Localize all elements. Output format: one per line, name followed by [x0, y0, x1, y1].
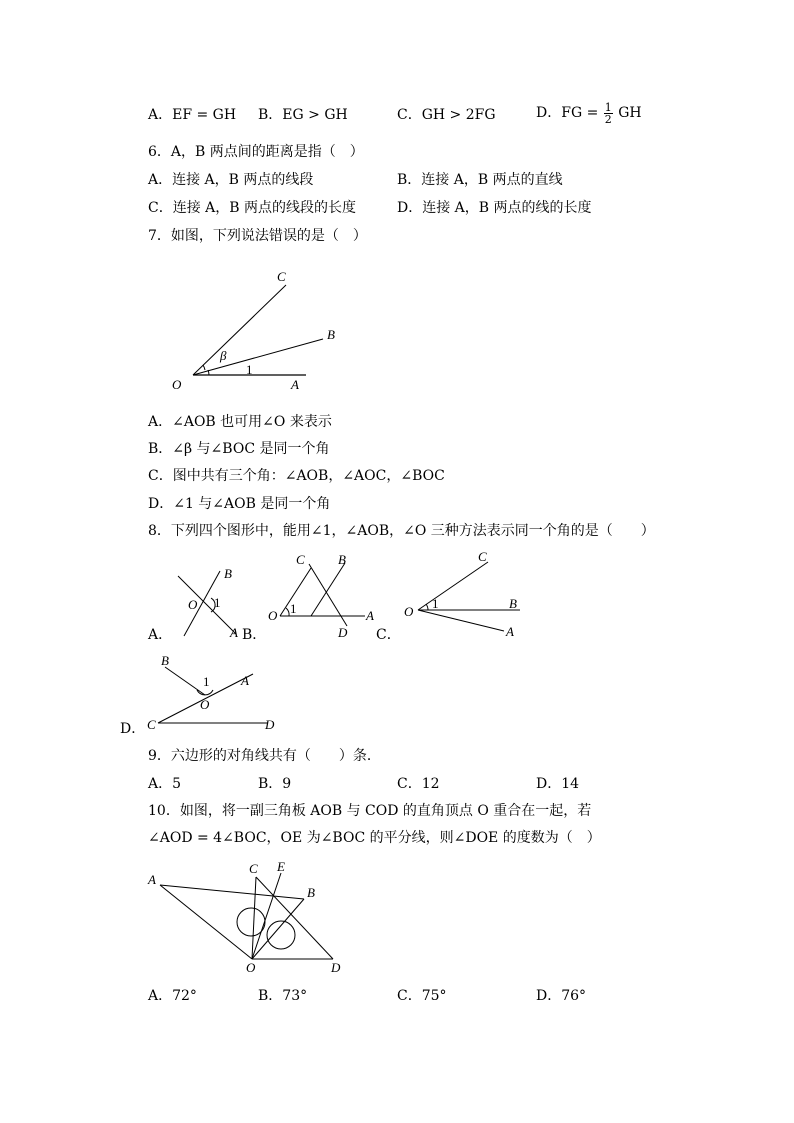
q9-option-b: B．9	[258, 776, 292, 792]
q5-option-d	[536, 98, 642, 128]
side-cd	[256, 877, 333, 959]
triangle-hole-left	[237, 908, 265, 936]
q8-figure-c	[400, 548, 530, 640]
q10-option-a: A．72°	[148, 988, 197, 1004]
q10-figure	[140, 856, 360, 976]
angle-1-arc	[426, 604, 428, 610]
q6-option-c: C．连接 A，B 两点的线段的长度	[148, 200, 357, 216]
label-e: E	[277, 859, 285, 874]
label-c: C	[249, 861, 258, 876]
label-a: A	[230, 625, 238, 640]
q10-option-d: D．76°	[536, 988, 587, 1004]
side-oc	[252, 877, 256, 959]
q8-option-d: D．	[120, 721, 146, 737]
q7-stem: 7．如图，下列说法错误的是（ ）	[148, 228, 367, 244]
label-a: A	[366, 608, 374, 623]
label-c: C	[478, 549, 487, 564]
label-o: O	[246, 960, 256, 975]
label-1: 1	[290, 601, 297, 616]
ray-oc	[418, 562, 488, 610]
q9-stem: 9．六边形的对角线共有（ ）条．	[148, 748, 381, 764]
label-c: C	[296, 552, 305, 567]
q7-option-c: C．图中共有三个角：∠AOB，∠AOC，∠BOC	[148, 468, 445, 484]
label-d: D	[331, 960, 341, 975]
label-a: A	[148, 872, 156, 887]
q8-option-c: C．	[376, 627, 401, 643]
label-o: O	[200, 697, 210, 712]
line-ob	[165, 667, 205, 695]
angle-1-arc	[286, 608, 289, 616]
q5-option-a: A．EF = GH	[148, 107, 237, 123]
label-o: O	[172, 377, 182, 392]
label-a: A	[291, 377, 299, 392]
q7-option-b: B．∠β 与∠BOC 是同一个角	[148, 441, 330, 457]
label-b: B	[327, 327, 335, 342]
q5-option-b: B．EG > GH	[258, 107, 348, 123]
q10-stem-line-2: ∠AOD = 4∠BOC，OE 为∠BOC 的平分线，则∠DOE 的度数为（ ）	[148, 830, 601, 846]
label-d: D	[338, 625, 348, 640]
label-1: 1	[214, 595, 221, 610]
label-c: C	[147, 717, 156, 732]
q6-option-d: D．连接 A，B 两点的线的长度	[397, 200, 592, 216]
label-a: A	[241, 673, 249, 688]
label-b: B	[161, 653, 169, 668]
label-1: 1	[203, 674, 210, 689]
fraction-denominator: 2	[604, 112, 612, 126]
label-o: O	[404, 604, 414, 619]
q8-figure-a	[168, 562, 248, 642]
line-cd	[309, 564, 347, 626]
q6-option-b: B．连接 A，B 两点的直线	[397, 172, 563, 188]
q6-option-a: A．连接 A，B 两点的线段	[148, 172, 314, 188]
q10-option-c: C．75°	[397, 988, 447, 1004]
angle-beta-arc	[203, 365, 205, 370]
label-c: C	[277, 269, 286, 284]
q8-stem: 8．下列四个图形中，能用∠1，∠AOB，∠O 三种方法表示同一个角的是（ ）	[148, 523, 655, 539]
label-b: B	[509, 596, 517, 611]
q9-option-d: D．14	[536, 776, 580, 792]
q8-option-a: A．	[148, 627, 173, 643]
q6-stem: 6．A，B 两点间的距离是指（ ）	[148, 144, 364, 160]
side-ab	[160, 885, 304, 899]
label-a: A	[506, 624, 514, 639]
q7-option-d: D．∠1 与∠AOB 是同一个角	[148, 496, 331, 512]
side-ob	[252, 899, 304, 959]
label-o: O	[268, 608, 278, 623]
label-1: 1	[246, 362, 253, 377]
q8-option-b: B．	[242, 627, 267, 643]
label-1: 1	[432, 596, 439, 611]
label-b: B	[307, 885, 315, 900]
q10-stem-line-1: 10．如图，将一副三角板 AOB 与 COD 的直角顶点 O 重合在一起，若	[148, 803, 592, 819]
label-b: B	[224, 566, 232, 581]
line-bd-upper	[311, 563, 345, 616]
q7-figure	[160, 262, 360, 397]
q7-option-a: A．∠AOB 也可用∠O 来表示	[148, 414, 332, 430]
label-o: O	[188, 597, 198, 612]
label-b: B	[338, 552, 346, 567]
q5-option-c: C．GH > 2FG	[397, 107, 496, 123]
label-beta: β	[220, 348, 227, 363]
ray-oc	[193, 285, 286, 375]
q9-option-a: A．5	[148, 776, 182, 792]
q5-option-d-fraction	[604, 102, 613, 125]
ray-oe	[252, 873, 281, 959]
q8-figure-b	[265, 550, 385, 642]
q5-option-d-prefix: D．FG =	[536, 105, 599, 121]
fraction-numerator: 1	[604, 100, 612, 114]
q10-option-b: B．73°	[258, 988, 308, 1004]
side-ao	[160, 885, 252, 959]
ray-oa	[418, 610, 504, 631]
label-d: D	[265, 717, 275, 732]
q5-option-d-suffix: GH	[618, 105, 642, 121]
q9-option-c: C．12	[397, 776, 440, 792]
ray-ob	[193, 339, 323, 375]
line-oa	[178, 576, 236, 634]
q8-figure-d	[145, 652, 285, 734]
